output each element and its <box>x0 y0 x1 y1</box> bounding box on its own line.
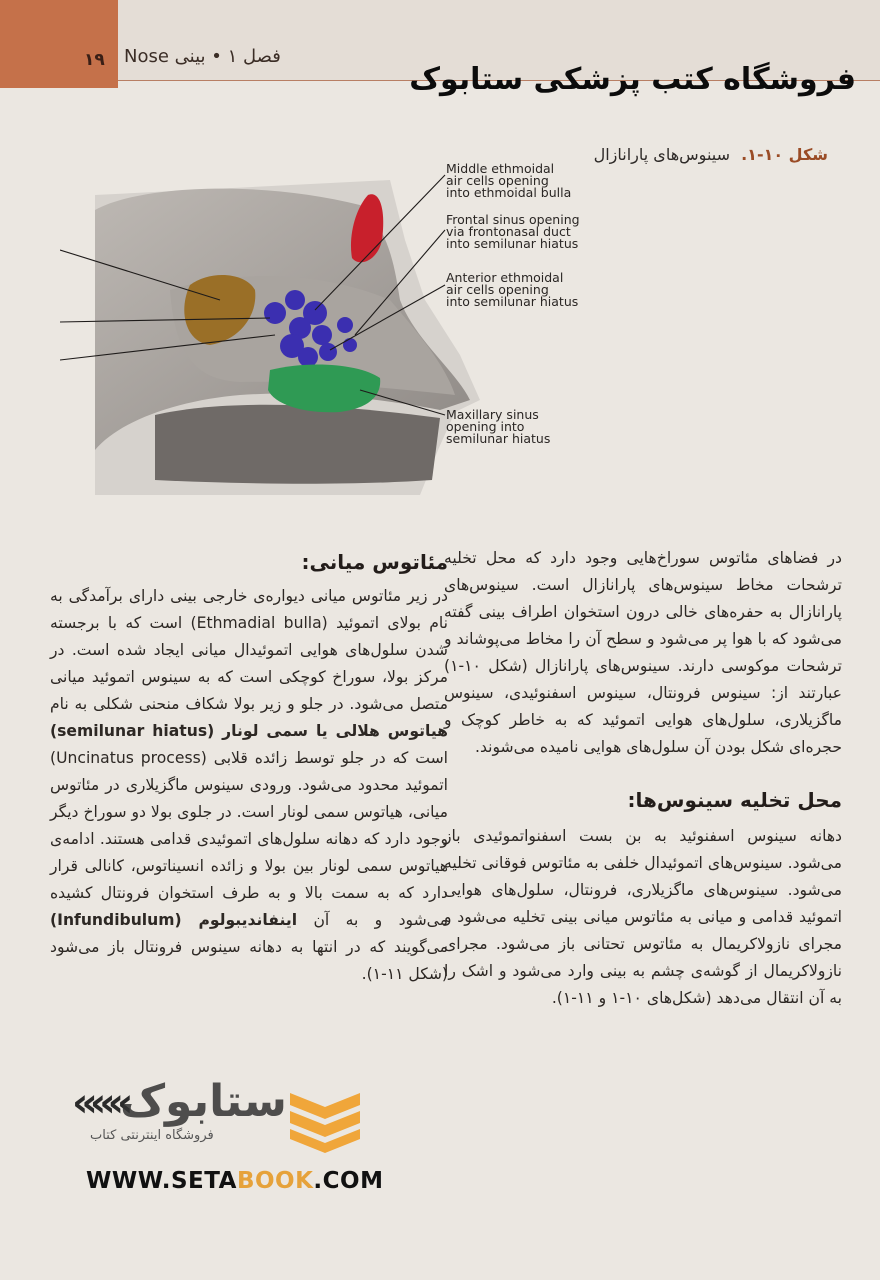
figure-label: شکل ۱۰-۱. <box>741 145 828 164</box>
setabook-wordmark: ستابوک <box>120 1076 287 1127</box>
left-text-column <box>50 545 448 988</box>
callout-anterior-ethmoidal: Anterior ethmoidal air cells opening into semilunar hiatus <box>446 270 579 309</box>
oral-cavity <box>155 405 440 484</box>
callout-maxillary-sinus: Maxillary sinus opening into semilunar hiatus <box>446 407 551 446</box>
middle-meatus-heading: مئاتوس میانی: <box>301 550 448 574</box>
right-text-column <box>444 545 842 1012</box>
infundibulum-term: اینفاندیبولوم (Infundibulum) <box>50 911 298 929</box>
semilunar-hiatus-term: هیاتوس هلالی یا سمی لونار (semilunar hiatus) <box>50 722 448 740</box>
figure-caption <box>594 145 828 164</box>
anatomy-drawing <box>60 150 580 530</box>
store-url: WWW.SETABOOK.COM <box>86 1168 384 1194</box>
page-number: ۱۹ <box>84 50 105 70</box>
chapter-accent-block <box>0 0 118 88</box>
chapter-title: فصل ۱ • بینی Nose <box>124 46 281 67</box>
callout-frontal-sinus: Frontal sinus opening via frontonasal duct into semilunar hiatus <box>446 212 580 251</box>
store-banner: فروشگاه کتب پزشکی ستابوک <box>409 62 856 97</box>
book-logo-icon <box>285 1085 365 1155</box>
sinus-illustration <box>60 150 580 530</box>
chevron-icon: ««« <box>72 1080 126 1126</box>
intro-paragraph: در فضاهای مئاتوس سوراخ‌هایی وجود دارد که محل تخلیه ترشحات مخاط سینوس‌های پارانازال است. سینوس‌های پارانازال به حفره‌های خالی درون استخوان اطراف بینی گفته می‌شود که با هوا پر می‌شود و سطح آن را مخاط می‌پوشاند و ترشحات موکوسی دارند. سینوس‌های پارانازال (شکل ۱۰-۱) عبارتند از: سینوس فرونتال، سینوس اسفنوئیدی، سینوس ماگزیلاری، سلول‌های هوایی اتموئید که به خاطر کوچک و حجره‌ای شکل بودن آن سلول‌های هوایی نامیده می‌شوند. <box>444 549 842 756</box>
middle-meatus-paragraph: در زیر مئاتوس میانی دیواره‌ی خارجی بینی دارای برآمدگی به نام بولای اتموئید (Ethmadial bulla) است که با برجسته شدن سلول‌های هوایی اتموئیدال میانی ایجاد شده است. در مرکز بولا، سوراخ کوچکی است که به سینوس اتموئید میانی متصل می‌شود. در جلو و زیر بولا شکاف منحنی شکلی به نام هیاتوس هلالی یا سمی لونار (semilunar hiatus) است که در جلو توسط زائده قلابی (Uncinatus process) اتموئید محدود می‌شود. ورودی سینوس ماگزیلاری در مئاتوس میانی، هیاتوس سمی لونار است. در جلوی بولا دو سوراخ دیگر وجود دارد که دهانه سلول‌های اتموئیدی قدامی هستند. ادامه‌ی هیاتوس سمی لونار بین بولا و زائده انسیناتوس، کانالی قرار دارد که به سمت بالا و به طرف استخوان فرونتال کشیده می‌شود و به آن اینفاندیبولوم (Infundibulum) می‌گویند که در انتها به دهانه سینوس فرونتال باز می‌شود (شکل ۱۱-۱). <box>50 587 448 983</box>
drainage-paragraph: دهانه سینوس اسفنوئید به بن بست اسفنواتموئیدی باز می‌شود. سینوس‌های اتموئیدال خلفی به مئاتوس فوقانی تخلیه می‌شود. سینوس‌های ماگزیلاری، فرونتال، سلول‌های هوایی اتموئید قدامی و میانی به مئاتوس میانی بینی تخلیه می‌شود و مجرای نازولاکریمال به مئاتوس تحتانی باز می‌شود. مجرای نازولاکریمال از گوشه‌ی چشم به بینی وارد می‌شود و اشک را به آن انتقال می‌دهد (شکل‌های ۱۰-۱ و ۱۱-۱). <box>444 827 842 1007</box>
store-slogan: فروشگاه اینترنتی کتاب <box>90 1128 214 1143</box>
drainage-heading: محل تخلیه سینوس‌ها: <box>627 788 842 812</box>
callout-middle-ethmoidal: Middle ethmoidal air cells opening into ethmoidal bulla <box>446 161 572 200</box>
figure-title: سینوس‌های پارانازال <box>593 145 730 164</box>
